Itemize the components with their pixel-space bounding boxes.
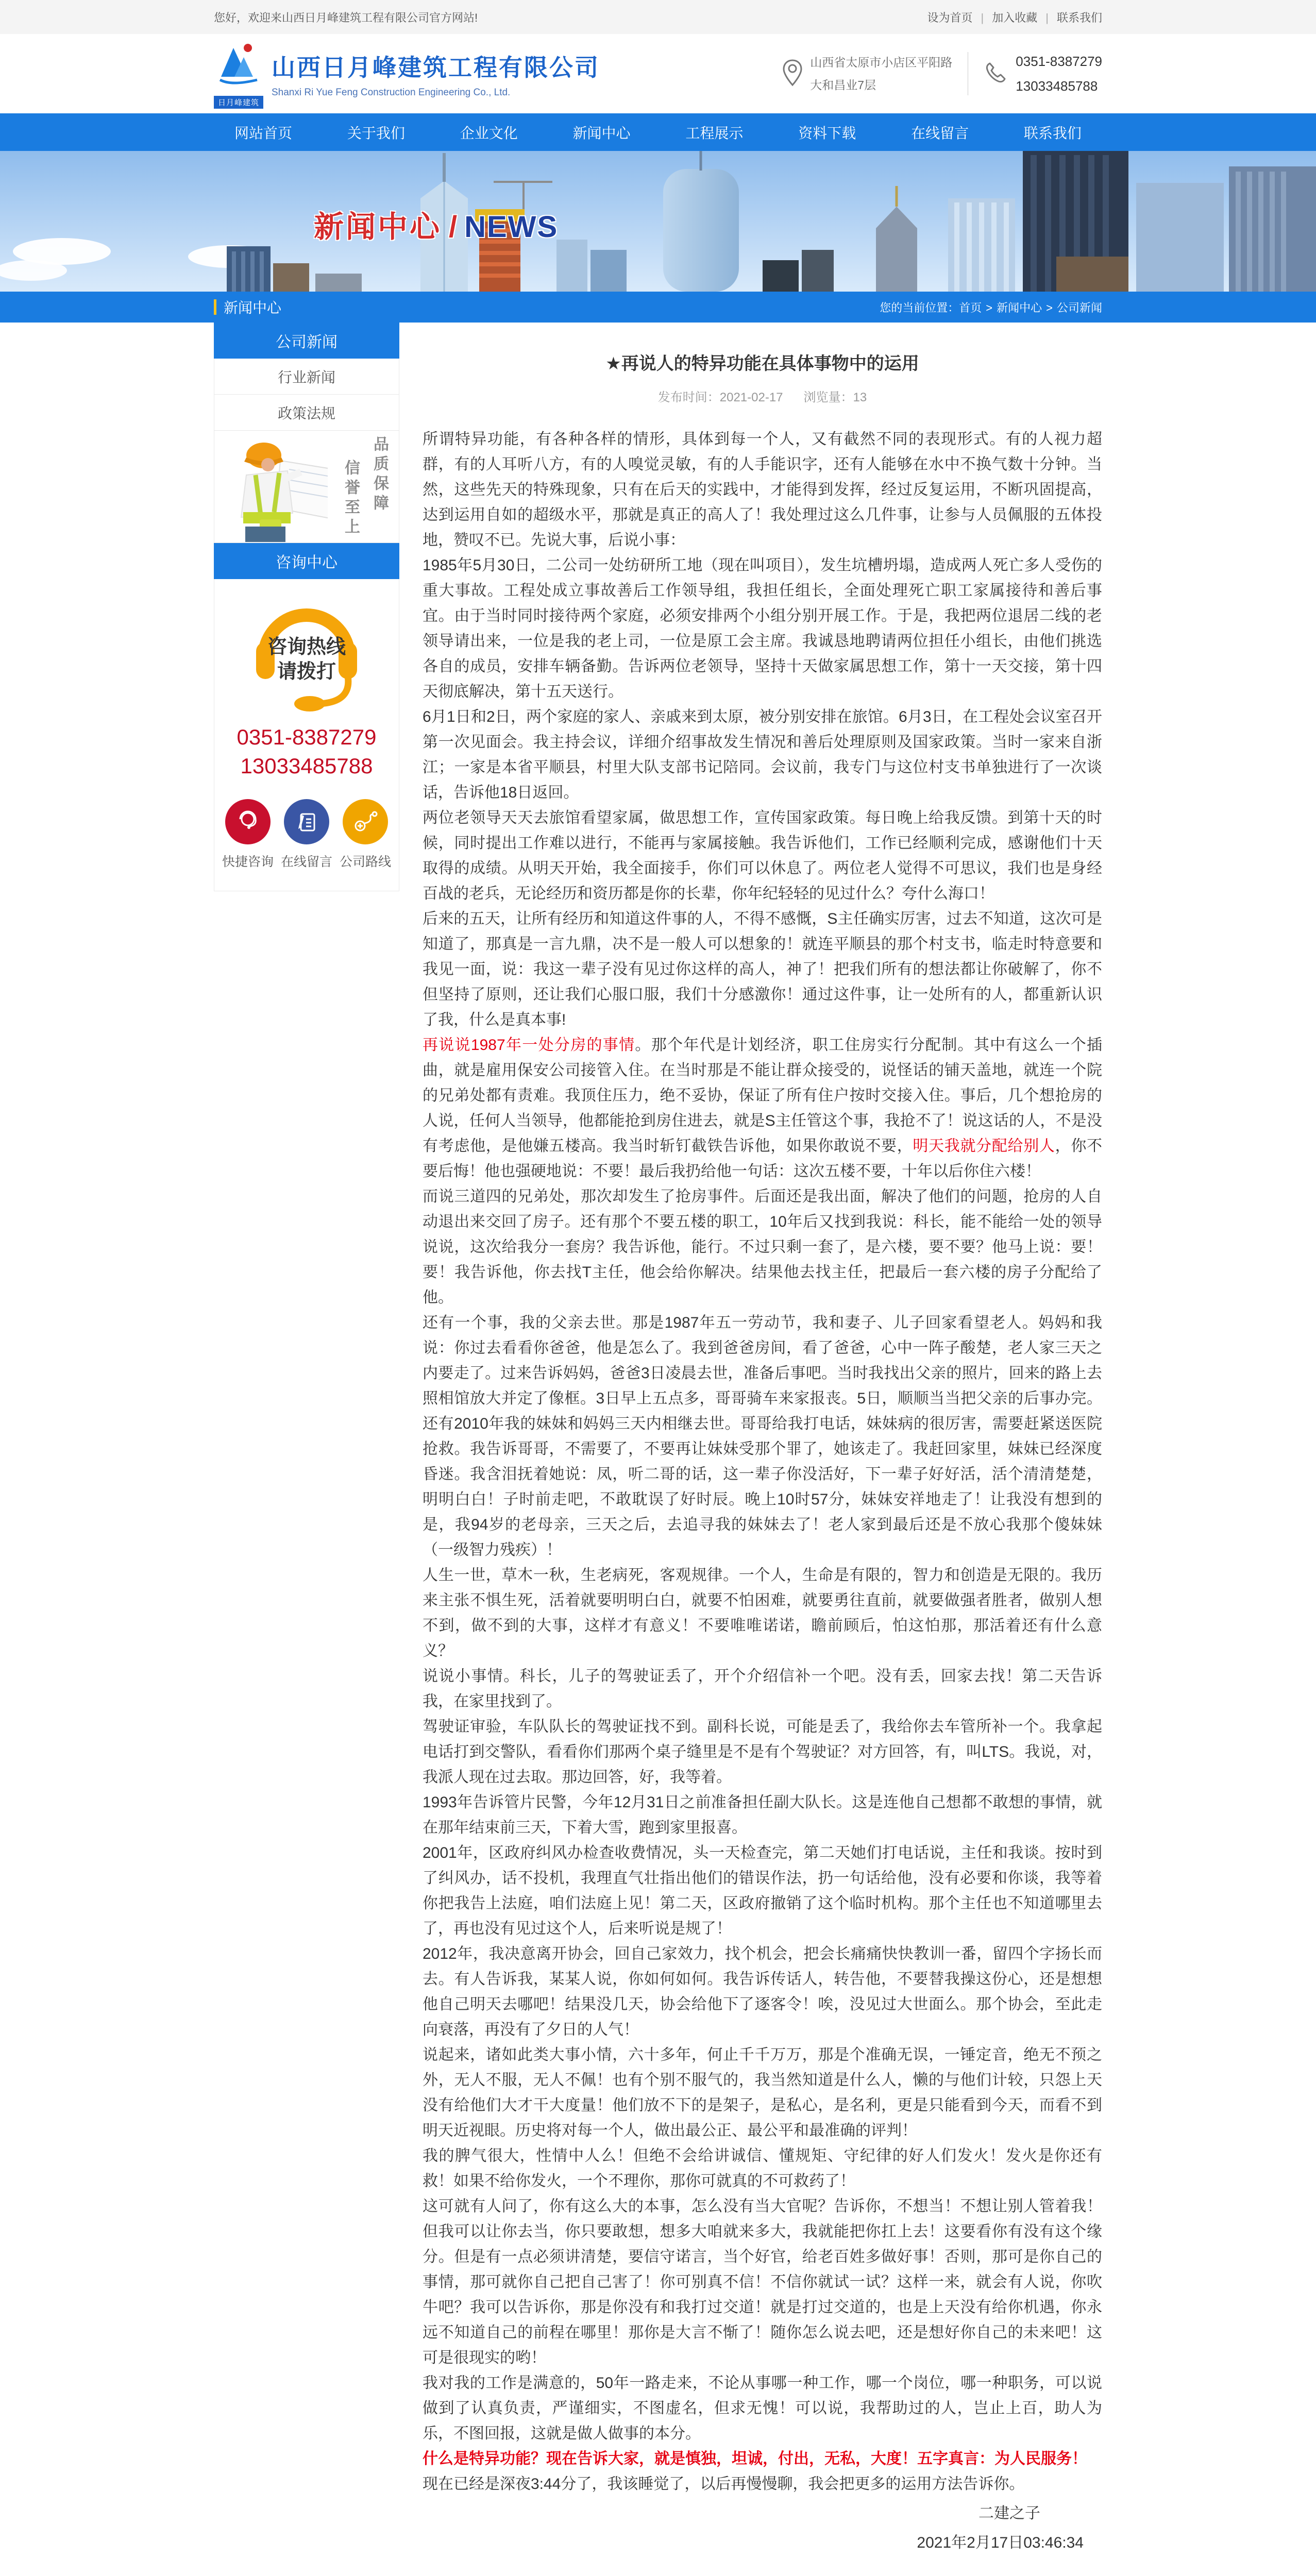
article-paragraph: 我的脾气很大，性情中人么！但绝不会给讲诚信、懂规矩、守纪律的好人们发火！发火是你还有救！如果不给你发火，一个不理你，那你可就真的不可救药了！ bbox=[423, 2147, 1102, 2190]
breadcrumb-bar bbox=[0, 292, 1316, 323]
banner-image bbox=[0, 151, 1316, 292]
banner-title-en: NEWS bbox=[464, 210, 559, 244]
link-separator: | bbox=[1045, 11, 1049, 24]
page-banner bbox=[0, 151, 1316, 292]
nav-item-contact[interactable]: 联系我们 bbox=[1023, 125, 1082, 141]
article-paragraph: 人生一世，草木一秋，生老病死，客观规律。一个人，生命是有限的，智力和创造是无限的。我历来主张不惧生死，活着就要明明白白，就要不怕困难，就要勇往直前，就要做强者胜者，做别人想不到，做不到的大事，这样才有意义！不要唯唯诺诺，瞻前顾后，怕这怕那，那活着还有什么意义？ bbox=[423, 1567, 1102, 1659]
article-paragraph: 两位老领导天天去旅馆看望家属，做思想工作，宣传国家政策。每日晚上给我反馈。到第十天的时候，同时提出工作难以进行，不能再与家属接触。我告诉他们，工作已经顺利完成，感谢他们十天取得的成绩。从明天开始，我全面接手，你们可以休息了。两位老人觉得不可思议，我们也是身经百战的老兵，无论经历和资历都是你的长辈，你年纪轻轻的见过什么？夸什么海口！ bbox=[423, 809, 1102, 902]
link-separator: | bbox=[981, 11, 984, 24]
agent-icon bbox=[225, 799, 271, 844]
page-content bbox=[0, 323, 1316, 2576]
topbar-links bbox=[927, 9, 1102, 25]
breadcrumb-separator: > bbox=[986, 301, 993, 314]
article-paragraph: 这可就有人问了，你有这么大的本事，怎么没有当大官呢？告诉你，不想当！不想让别人管着我！但我可以让你去当，你只要敢想，想多大咱就来多大，我就能把你扛上去！这要看你有没有这个缘分。但是有一点必须讲清楚，要信守诺言，当个好官，给老百姓多做好事！否则，那可是你自己的事情，那可就你自己把自己害了！你可别真不信！不信你就试一试？这样一来，就会有人说，你吹牛吧？我可以告诉你，那是你没有和我打过交道！就是打过交道的，也是上天没有给你机遇，你永远不知道自己的前程在哪里！那你是大言不惭了！随你怎么说去吧，还是想好你自己的未来吧！这可是很现实的哟！ bbox=[423, 2198, 1102, 2366]
nav-item-home[interactable]: 网站首页 bbox=[234, 125, 293, 141]
breadcrumb-news[interactable]: 新闻中心 bbox=[997, 301, 1042, 314]
article-paragraph: 还有一个事，我的父亲去世。那是1987年五一劳动节，我和妻子、儿子回家看望老人。妈妈和我说：你过去看看你爸爸，他是怎么了。我到爸爸房间，看了爸爸，心中一阵子酸楚，老人家三天之内要走了。过来告诉妈妈，爸爸3日凌晨去世，准备后事吧。当时我找出父亲的照片，回来的路上去照相馆放大并定了像框。3日早上五点多，哥哥骑车来家报丧。5日，顺顺当当把父亲的后事办完。还有2010年我的妹妹和妈妈三天内相继去世。哥哥给我打电话，妹妹病的很厉害，需要赶紧送医院抢救。我告诉哥哥，不需要了，不要再让妹妹受那个罪了，她该走了。我赶回家里，妹妹已经深度昏迷。我含泪抚着她说：凤，听二哥的话，这一辈子你没活好，下一辈子好好活，活个清清楚楚，明明白白！子时前走吧，不敢耽误了好时辰。晚上10时57分，妹妹安祥地走了！让我没有想到的是，我94岁的老母亲，三天之后，去追寻我的妹妹去了！老人家到最后还是不放心我那个傻妹妹（一级智力残疾）！ bbox=[423, 1314, 1102, 1558]
breadcrumb bbox=[880, 299, 1102, 315]
quality-slogan-2: 信誉至上 bbox=[342, 460, 359, 538]
article-paragraph: 2001年，区政府纠风办检查收费情况，头一天检查完，第二天她们打电话说，主任和我谈。按时到了纠风办，话不投机，我理直气壮指出他们的错误作法，扔一句话给他，没有必要和你谈，我等着你把我告上法庭，咱们法庭上见！第二天，区政府撤销了这个临时机构。那个主任也不知道哪里去了，再也没有见过这个人，后来听说是规了！ bbox=[423, 1844, 1102, 1937]
company-name-en: Shanxi Ri Yue Feng Construction Engineering Co., Ltd. bbox=[272, 87, 511, 98]
header-address-line2: 大和昌业7层 bbox=[810, 78, 876, 92]
header-address-line1: 山西省太原市小店区平阳路 bbox=[810, 56, 953, 69]
contact-us-link[interactable]: 联系我们 bbox=[1056, 11, 1102, 24]
logo-mark-icon bbox=[214, 39, 263, 109]
article-paragraph: 说说小事情。科长，儿子的驾驶证丢了，开个介绍信补一个吧。没有丢，回家去找！第二天告诉我，在家里找到了。 bbox=[423, 1668, 1102, 1710]
article-paragraph: 6月1日和2日，两个家庭的家人、亲戚来到太原，被分别安排在旅馆。6月3日，在工程处会议室召开第一次见面会。我主持会议，详细介绍事故发生情况和善后处理原则及国家政策。当时一家来自浙江；一家是本省平顺县，村里大队支部书记陪同。会议前，我专门与这位村支书单独进行了一次谈话，告诉他18日返回。 bbox=[423, 708, 1102, 801]
header-phone1: 0351-8387279 bbox=[1016, 54, 1102, 69]
hotline-title-line2: 请拨打 bbox=[277, 661, 336, 683]
quick-consult-label: 快捷咨询 bbox=[222, 855, 274, 869]
article-paragraph: 说起来，诸如此类大事小情，六十多年，何止千千万万，那是个准确无误，一锤定音，绝无不预之外，无人不服，无人不佩！也有个别不服气的，我当然知道是什么人，懒的与他们计较，只怨上天没有给他们大才干大度量！他们放不下的是架子，是私心，是名利，更是只能看到今天，而看不到明天近视眼。历史将对每一个人，做出最公正、最公平和最准确的评判！ bbox=[423, 2046, 1102, 2139]
header-phone2: 13033485788 bbox=[1016, 78, 1098, 94]
breadcrumb-home[interactable]: 首页 bbox=[959, 301, 982, 314]
company-route-button[interactable] bbox=[337, 799, 394, 870]
logo[interactable] bbox=[214, 39, 600, 109]
welcome-text: 您好，欢迎来山西日月峰建筑工程有限公司官方网站! bbox=[214, 11, 478, 24]
quick-consult-button[interactable] bbox=[220, 799, 276, 870]
article-paragraph: 1993年告诉管片民警，今年12月31日之前准备担任副大队长。这是连他自己想都不敢想的事情，就在那年结束前三天，下着大雪，跑到家里报喜。 bbox=[423, 1794, 1102, 1836]
section-accent bbox=[214, 299, 216, 315]
section-title bbox=[214, 297, 281, 317]
article-paragraph: 后来的五天，让所有经历和知道这件事的人，不得不感慨，S主任确实厉害，过去不知道，这次可是知道了，那真是一言九鼎，决不是一般人可以想象的！就连平顺县的那个村支书，临走时特意要和我见一面，说：我这一辈子没有见过你这样的高人，神了！把我们所有的想法都让你破解了，你不但坚持了原则，还让我们心服口服，我们十分感激你！通过这件事，让一处所有的人，都重新认识了我，什么是真本事! bbox=[423, 910, 1102, 1028]
breadcrumb-separator: > bbox=[1046, 301, 1053, 314]
nav-item-about[interactable]: 关于我们 bbox=[347, 125, 405, 141]
company-name-cn: 山西日月峰建筑工程有限公司 bbox=[272, 54, 600, 81]
consult-center-header: 咨询中心 bbox=[214, 543, 399, 579]
sidebar bbox=[214, 323, 399, 891]
nav-item-downloads[interactable]: 资料下载 bbox=[798, 125, 856, 141]
nav-item-news[interactable]: 新闻中心 bbox=[572, 125, 631, 141]
set-homepage-link[interactable]: 设为首页 bbox=[927, 11, 973, 24]
breadcrumb-label: 您的当前位置： bbox=[880, 301, 959, 314]
sidebar-item-industry-news[interactable]: 行业新闻 bbox=[214, 359, 399, 395]
section-title-text: 新闻中心 bbox=[224, 300, 282, 316]
publish-label: 发布时间： bbox=[657, 391, 720, 404]
article-paragraph: 所谓特异功能，有各种各样的情形，具体到每一个人，又有截然不同的表现形式。有的人视力超群，有的人耳听八方，有的人嗅觉灵敏，有的人手能识字，还有人能够在水中不换气数十分钟。当然，这些先天的特殊现象，只有在后天的实践中，才能得到发挥，经过反复运用，不断巩固提高，达到运用自如的超级水平，那就是真正的高人了！我处理过这么几件事，让参与人员佩服的五体投地，赞叹不已。先说大事，后说小事： bbox=[423, 431, 1102, 549]
sidebar-item-policies[interactable]: 政策法规 bbox=[214, 395, 399, 431]
sidebar-item-company-news[interactable]: 公司新闻 bbox=[214, 323, 399, 359]
worker-illustration bbox=[214, 431, 328, 542]
signature-name: 二建之子 bbox=[978, 2505, 1040, 2522]
location-pin-icon bbox=[782, 58, 803, 90]
header-contact bbox=[782, 49, 1102, 98]
publish-date: 2021-02-17 bbox=[719, 391, 783, 404]
article-paragraph: 再说说1987年一处分房的事情。那个年代是计划经济，职工住房实行分配制。其中有这么一个插曲，就是雇用保安公司接管入住。在当时那是不能让群众接受的，说怪话的铺天盖地，就连一个院的兄弟处都有责难。我顶住压力，绝不妥协，保证了所有住户按时交接入住。事后，几个想抢房的人说，任何人当领导，他都能抢到房住进去，就是S主任管这个事，我抢不了！说这话的人，不是没有考虑他，是他嫌五楼高。我当时斩钉截铁告诉他，如果你敢说不要，明天我就分配给别人，你不要后悔！他也强硬地说：不要！最后我扔给他一句话：这次五楼不要，十年以后你住六楼！ bbox=[423, 1037, 1103, 1180]
logo-caption: 日月峰建筑 bbox=[214, 96, 263, 109]
phone-icon bbox=[984, 60, 1008, 88]
signature-datetime: 2021年2月17日03:46:34 bbox=[917, 2534, 1084, 2551]
article-paragraph: 现在已经是深夜3:44分了，我该睡觉了，以后再慢慢聊，我会把更多的运用方法告诉你。 bbox=[423, 2476, 1025, 2493]
hotline-title-line1: 咨询热线 bbox=[267, 636, 346, 658]
article-paragraph: 2012年，我决意离开协会，回自己家效力，找个机会，把会长痛痛快快教训一番，留四个字扬长而去。有人告诉我，某某人说，你如何如何。我告诉传话人，转告他，不要替我操这份心，还是想想他自己明天去哪吧！结果没几天，协会给他下了逐客令！唉，没见过大世面么。那个协会，至此走向衰落，再没有了夕日的人气！ bbox=[423, 1945, 1102, 2038]
banner-title-slash: / bbox=[449, 210, 458, 244]
site-header bbox=[0, 34, 1316, 113]
hotline-phone1: 0351-8387279 bbox=[237, 725, 377, 749]
nav-item-message[interactable]: 在线留言 bbox=[911, 125, 969, 141]
quality-slogan-1: 品质保障 bbox=[371, 436, 388, 514]
article-paragraph: 我对我的工作是满意的，50年一路走来，不论从事哪一种工作，哪一个岗位，哪一种职务，可以说做到了认真负责，严谨细实，不图虚名，但求无愧！可以说，我帮助过的人，岂止上百，助人为乐，不图回报，这就是做人做事的本分。 bbox=[423, 2375, 1102, 2442]
online-message-label: 在线留言 bbox=[280, 855, 332, 869]
article-paragraph: 什么是特异功能？现在告诉大家，就是慎独，坦诚，付出，无私，大度！五字真言：为人民服务！ bbox=[423, 2450, 1087, 2467]
hotline-headset-icon bbox=[247, 592, 366, 712]
hotline-phone2: 13033485788 bbox=[240, 754, 373, 778]
online-message-button[interactable] bbox=[278, 799, 335, 870]
views-label: 浏览量： bbox=[803, 391, 853, 404]
article bbox=[423, 323, 1102, 2576]
add-favorite-link[interactable]: 加入收藏 bbox=[992, 11, 1038, 24]
nav-item-projects[interactable]: 工程展示 bbox=[685, 125, 744, 141]
article-title: ★再说人的特异功能在具体事物中的运用 bbox=[605, 354, 919, 374]
sidebar-quality-figure bbox=[214, 431, 399, 543]
company-route-label: 公司路线 bbox=[339, 855, 391, 869]
consult-box bbox=[214, 579, 399, 891]
views-count: 13 bbox=[853, 391, 867, 404]
nav-item-culture[interactable]: 企业文化 bbox=[460, 125, 518, 141]
banner-title bbox=[314, 202, 558, 246]
article-body bbox=[423, 427, 1102, 2497]
article-paragraph: 而说三道四的兄弟处，那次却发生了抢房事件。后面还是我出面，解决了他们的问题，抢房的人自动退出来交回了房子。还有那个不要五楼的职工，10年后又找到我说：科长，能不能给一处的领导说说，这次给我分一套房？我告诉他，能行。不过只剩一套了，是六楼，要不要？他马上说：要！要！我告诉他，你去找T主任，他会给你解决。结果他去找主任，把最后一套六楼的房子分配给了他。 bbox=[423, 1188, 1102, 1306]
article-paragraph: 1985年5月30日，二公司一处纺研所工地（现在叫项目），发生坑槽坍塌，造成两人死亡多人受伤的重大事故。工程处成立事故善后工作领导组，我担任组长，全面处理死亡职工家属接待和善后事宜。由于当时同时接待两个家庭，必须安排两个小组分别开展工作。于是，我把两位退居二线的老领导请出来，一位是我的老上司，一位是原工会主席。我诚恳地聘请两位担任小组长，由他们挑选各自的成员，安排车辆备勤。告诉两位老领导，坚持十天做家属思想工作，第十一天交接，第十四天彻底解决，第十五天送行。 bbox=[423, 557, 1102, 700]
banner-title-cn: 新闻中心 bbox=[314, 210, 442, 244]
message-icon bbox=[284, 799, 329, 844]
route-icon bbox=[343, 799, 388, 844]
article-meta bbox=[423, 387, 1102, 405]
breadcrumb-company-news[interactable]: 公司新闻 bbox=[1056, 301, 1102, 314]
main-nav bbox=[0, 113, 1316, 151]
topbar bbox=[0, 0, 1316, 34]
article-paragraph: 驾驶证审验，车队队长的驾驶证找不到。副科长说，可能是丢了，我给你去车管所补一个。我拿起电话打到交警队，看看你们那两个桌子缝里是不是有个驾驶证？对方回答，有，叫LTS。我说，对，我派人现在过去取。那边回答，好，我等着。 bbox=[423, 1718, 1102, 1786]
